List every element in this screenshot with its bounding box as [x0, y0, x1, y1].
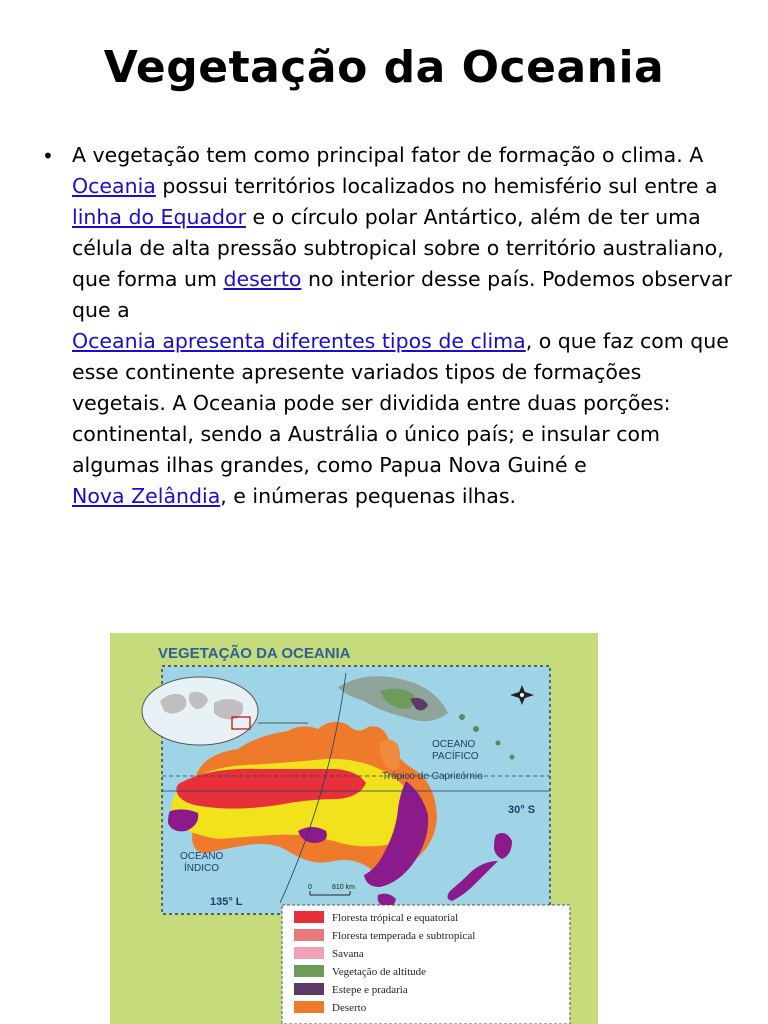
ocean-indico-label-1: OCEANO — [180, 851, 224, 862]
paragraph-text: , o que faz com que esse continente apresente variados tipos de formações vegetais. A Oceania pode ser dividida entre duas porções: continental, sendo a Austrália o único país; e insular com algumas ilhas grandes, como Papua Nova Guiné e — [72, 329, 729, 477]
legend-swatch — [294, 965, 324, 977]
link-deserto[interactable]: deserto — [223, 267, 302, 291]
scale-km: 810 km — [332, 884, 355, 891]
longitude-label: 135° L — [210, 896, 243, 908]
island-dot — [459, 714, 465, 720]
body-paragraph — [72, 140, 732, 512]
legend-swatch — [294, 929, 324, 941]
legend-label: Vegetação de altitude — [332, 966, 427, 978]
paragraph-text: possui territórios localizados no hemisfério sul entre a — [155, 174, 718, 198]
island-dot — [473, 726, 479, 732]
link-oceania[interactable]: Oceania — [72, 174, 156, 198]
legend-label: Floresta temperada e subtropical — [332, 930, 476, 942]
paragraph-text: e o círculo polar Antártico, além de ter uma célula de alta pressão subtropical sobre o território australiano, que forma um — [72, 205, 724, 291]
ocean-pacific-label-1: OCEANO — [432, 739, 476, 750]
island-dot — [510, 755, 515, 760]
latitude-label: 30° S — [508, 804, 536, 816]
legend-swatch — [294, 983, 324, 995]
vegetation-map — [110, 633, 598, 1024]
legend-label: Floresta trópical e equatorial — [332, 912, 459, 924]
legend-label: Savana — [332, 948, 364, 960]
paragraph-text: , e inúmeras pequenas ilhas. — [220, 484, 517, 508]
legend-label: Estepe e pradaria — [332, 984, 408, 996]
legend-swatch — [294, 911, 324, 923]
ocean-pacific-label-2: PACÍFICO — [432, 751, 479, 762]
scale-zero: 0 — [308, 884, 312, 891]
legend-label: Deserto — [332, 1002, 367, 1014]
island-dot — [496, 741, 501, 746]
map-svg — [110, 633, 598, 1024]
slide-title: Vegetação da Oceania — [103, 42, 665, 93]
bullet-marker: • — [42, 144, 54, 168]
map-title: VEGETAÇÃO DA OCEANIA — [158, 645, 351, 662]
paragraph-text: no interior desse país. Podemos observar que a — [72, 267, 732, 322]
paragraph-text: A vegetação tem como principal fator de formação o clima. A — [72, 143, 704, 167]
link-linha-do-equador[interactable]: linha do Equador — [72, 205, 247, 229]
tropic-label: Trópico de Capricórnio — [382, 771, 483, 782]
legend-swatch — [294, 1001, 324, 1013]
link-oceania-clima[interactable]: Oceania apresenta diferentes tipos de clima — [72, 329, 526, 353]
ocean-indico-label-2: ÍNDICO — [184, 863, 219, 874]
legend-swatch — [294, 947, 324, 959]
link-nova-zelandia[interactable]: Nova Zelândia — [72, 484, 221, 508]
